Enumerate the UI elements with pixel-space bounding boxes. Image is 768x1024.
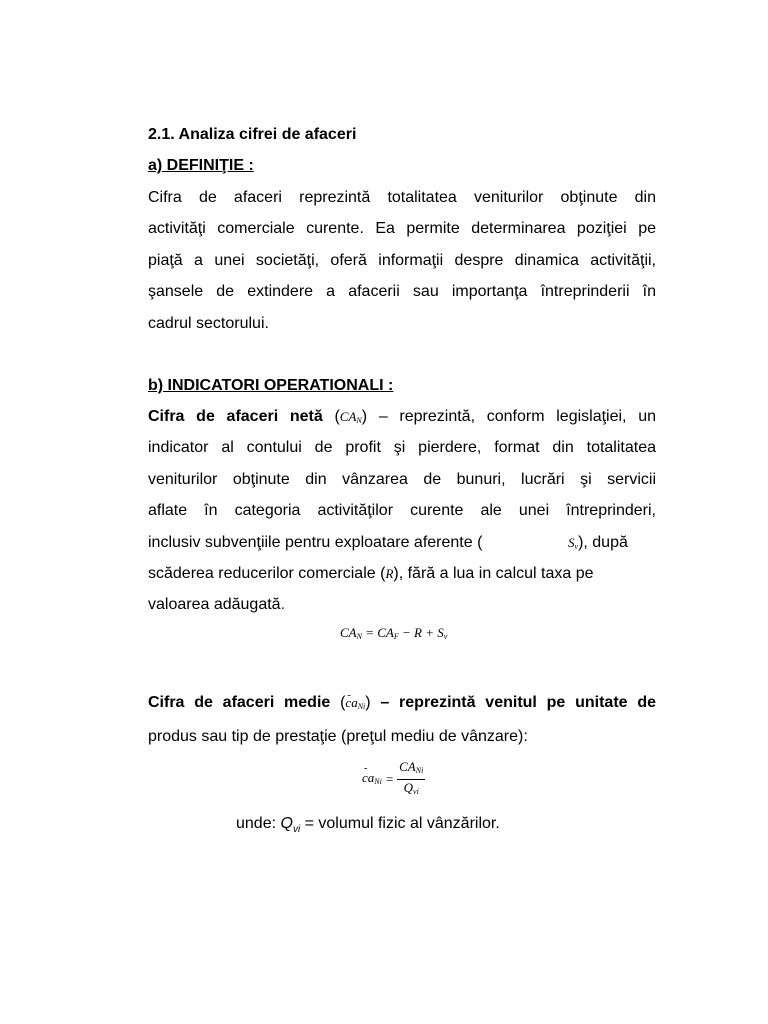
definition-line-5: cadrul sectorului. (148, 315, 269, 332)
ca-medie-line-1-rest: – reprezintă venitul pe unitate de (380, 694, 656, 711)
ca-medie-line-1 (148, 693, 656, 717)
red-period: . (280, 596, 286, 613)
definition-line-4: şansele de extindere a afacerii sau importanţa întreprinderii în (148, 283, 656, 300)
section-a-title-wrap (148, 156, 656, 176)
formula-ca-medie: - $ca_{Ni}$ = $\frac{CA_{Ni}}{Q_{vi}}$ (362, 759, 482, 800)
formula-ca-neta: $CA_N = CA_F - R + S_v$ (340, 625, 448, 641)
ca-neta-line-7: valoarea adăugată. (148, 596, 286, 613)
definition-line-1: Cifra de afaceri reprezintă totalitatea veniturilor obţinute din (148, 189, 656, 206)
ca-medie-symbol: (- $ca_{Ni}$) (340, 694, 371, 711)
ca-neta-line-5: inclusiv subvenţiile pentru exploatare aferente ( $S_v$), după (148, 534, 628, 551)
ca-medie-term: Cifra de afaceri medie (148, 694, 331, 711)
section-b-title: b) INDICATORI OPERATIONALI : (148, 377, 394, 394)
ca-neta-symbol: $(CA_N)$ (334, 408, 368, 425)
r-symbol: R (385, 566, 394, 581)
where-line: unde: $Q_{vi}$ = volumul fizic al vânzărilor. (236, 815, 500, 836)
section-b-title-wrap (148, 376, 656, 396)
sv-symbol: $S_v$ (568, 535, 579, 551)
section-heading: 2.1. Analiza cifrei de afaceri (148, 126, 357, 143)
ca-neta-line-6: scăderea reducerilor comerciale (R), fără a lua in calcul taxa pe (148, 565, 594, 582)
section-a-title: a) DEFINIŢIE : (148, 157, 254, 174)
ca-neta-line-1 (148, 407, 656, 431)
definition-line-2: activităţi comerciale curente. Ea permite determinarea poziţiei pe (148, 220, 656, 237)
ca-neta-line-2: indicator al contului de profit şi pierdere, format din totalitatea (148, 439, 656, 456)
ca-medie-line-2: produs sau tip de prestaţie (preţul mediu de vânzare): (148, 728, 528, 745)
ca-neta-line-1-rest: – reprezintă, conform legislaţiei, un (378, 408, 656, 425)
ca-neta-term: Cifra de afaceri netă (148, 408, 323, 425)
definition-line-3: piaţă a unei societăţi, oferă informaţii despre dinamica activităţii, (148, 252, 656, 269)
ca-neta-line-3: veniturilor obţinute din vânzarea de bunuri, lucrări şi servicii (148, 471, 656, 488)
ca-neta-line-4: aflate în categoria activităţilor curente ale unei întreprinderi, (148, 502, 656, 519)
